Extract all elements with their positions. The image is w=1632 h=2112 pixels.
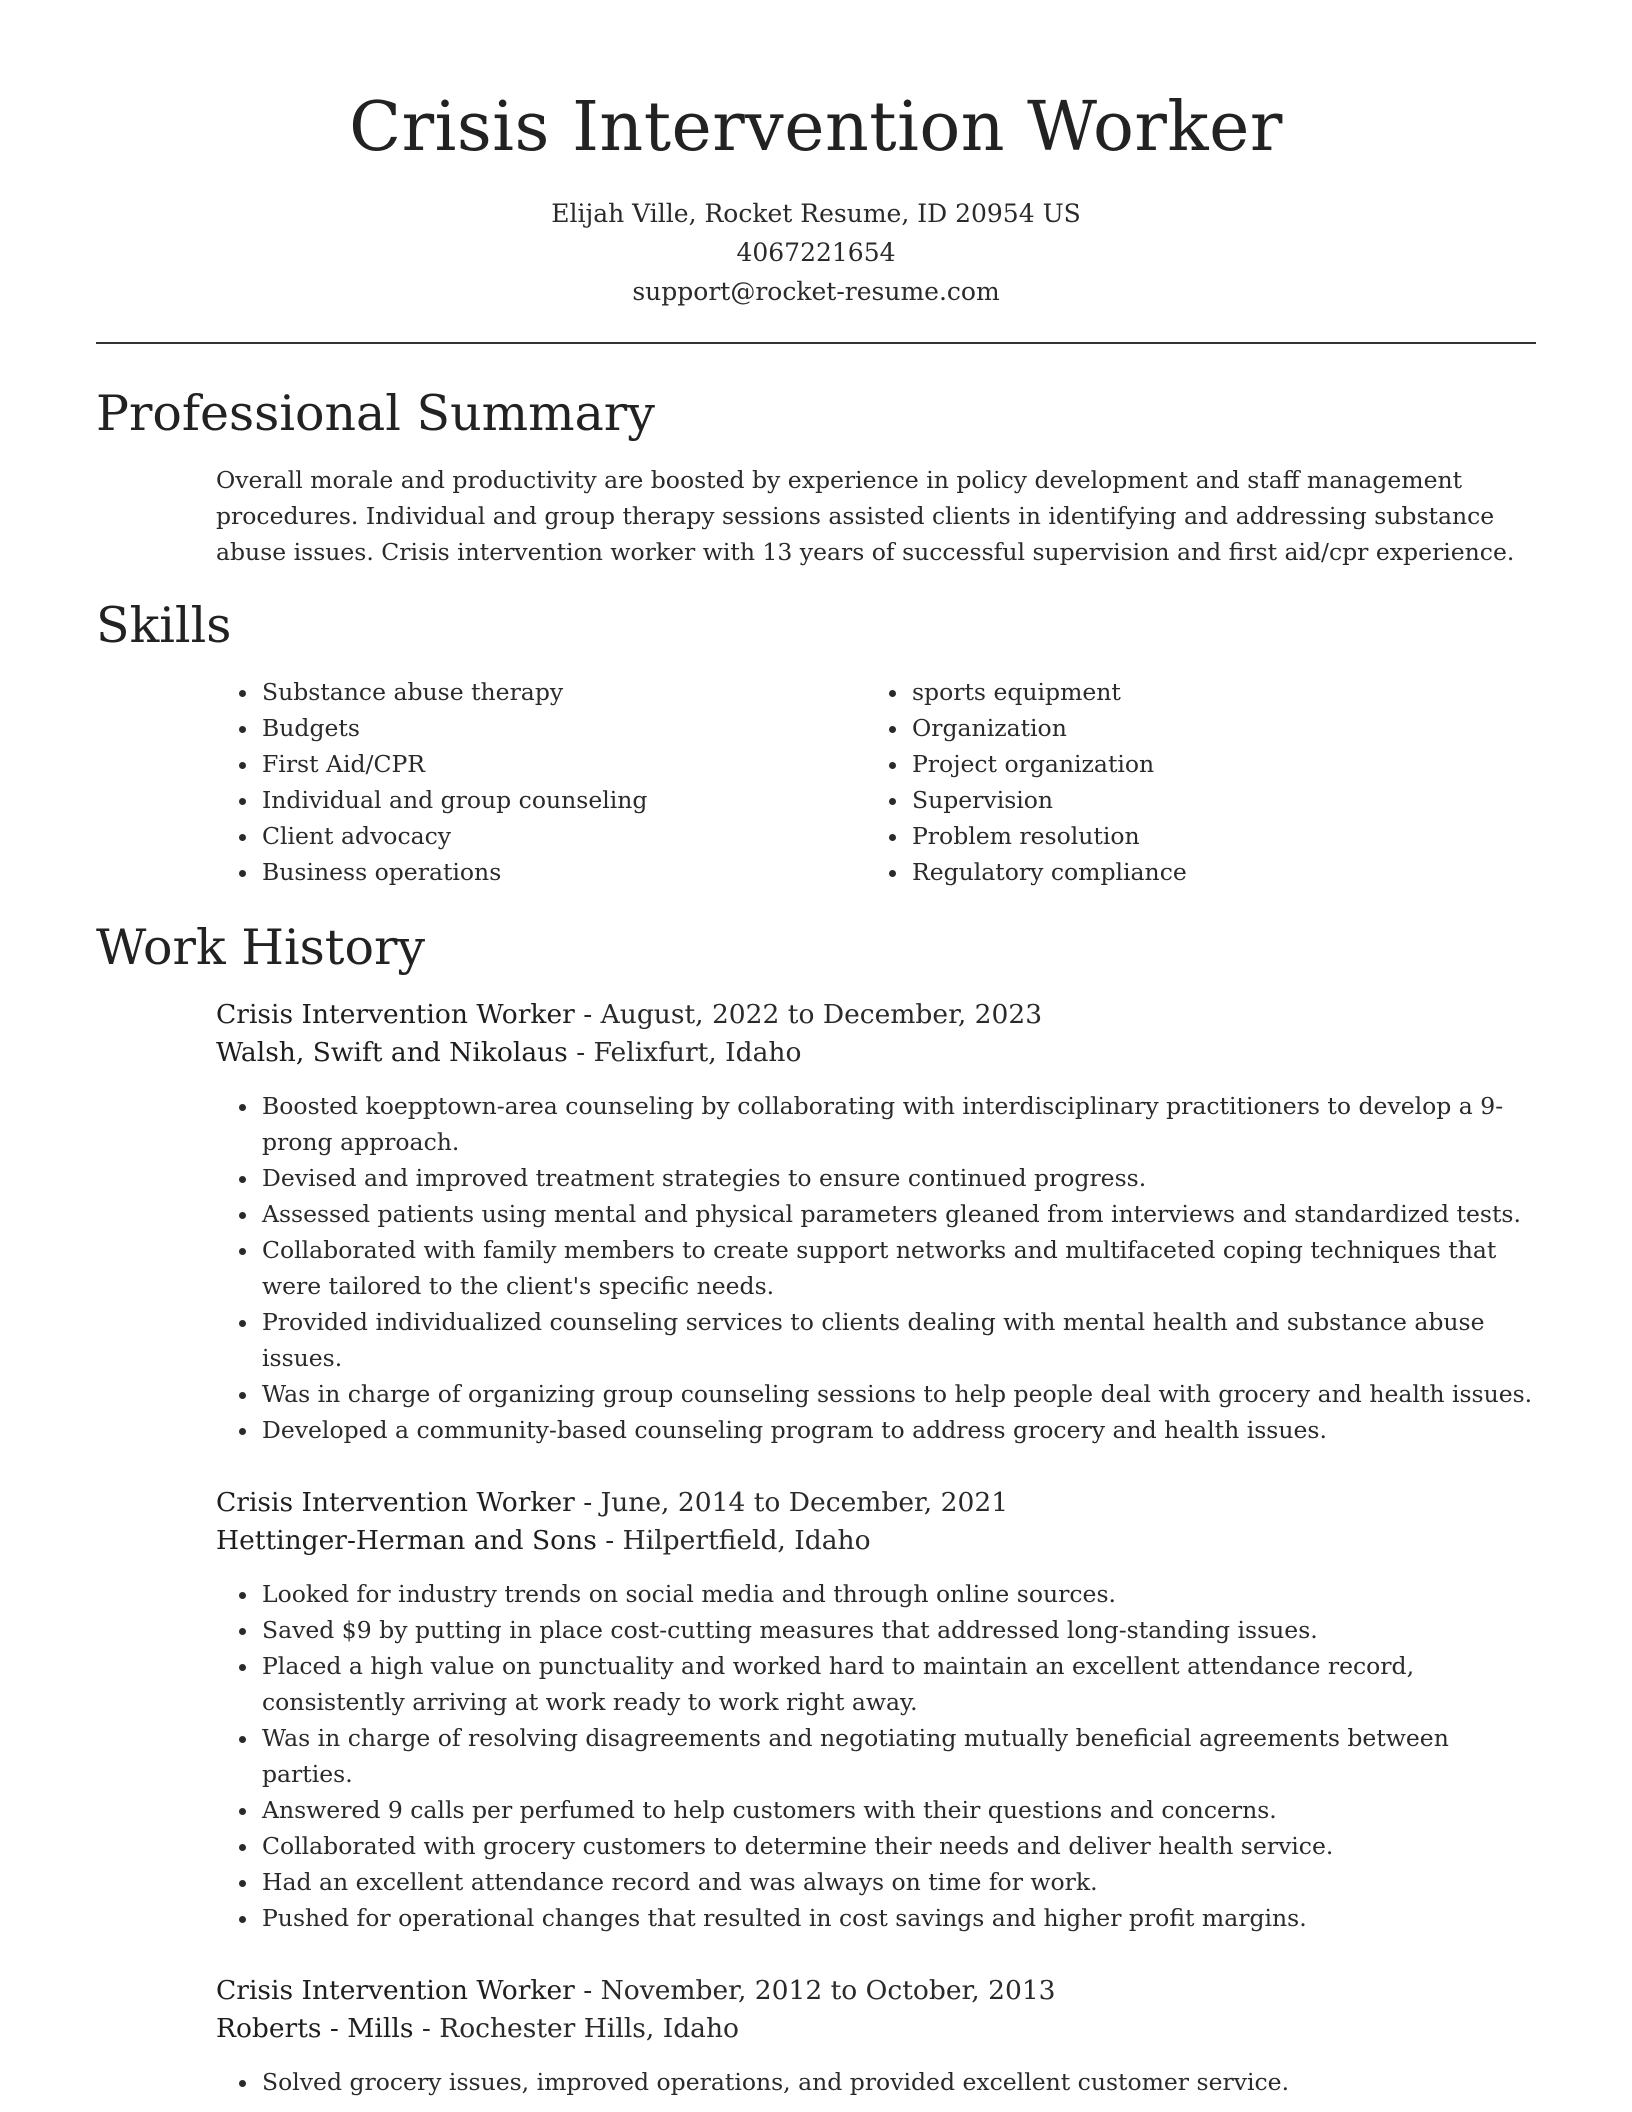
skills-heading: Skills (96, 597, 232, 654)
job-location: - Hilpertfield, Idaho (596, 1525, 871, 1556)
skill-item: • Substance abuse therapy (260, 674, 647, 710)
skill-item: • Regulatory compliance (910, 854, 1187, 890)
job-title-line (216, 1972, 1536, 2010)
summary-heading: Professional Summary (96, 385, 655, 442)
job-entry (216, 1484, 1536, 1936)
skills-list-left (216, 674, 647, 890)
job-title-line (216, 1484, 1536, 1522)
email-text: support@rocket-resume.com (632, 277, 1000, 306)
candidate-name: Crisis Intervention Worker (349, 88, 1283, 167)
job-bullet: • Looked for industry trends on social media and through online sources. (260, 1576, 1536, 1612)
summary-text: Overall morale and productivity are boosted by experience in policy development and staff management procedures. Individual and group therapy sessions assisted clients in identifying and addressing substance abuse issues. Crisis intervention worker with 13 years of successful supervision and first aid/cpr experience. (216, 466, 1515, 566)
job-company: Walsh, Swift and Nikolaus (216, 1037, 568, 1068)
job-bullet: • Saved $9 by putting in place cost-cutting measures that addressed long-standing issues. (260, 1612, 1536, 1648)
job-bullet: • Devised and improved treatment strategies to ensure continued progress. (260, 1160, 1536, 1196)
skill-item: • Budgets (260, 710, 647, 746)
job-role: Crisis Intervention Worker (216, 1975, 575, 2006)
job-role: Crisis Intervention Worker (216, 999, 575, 1030)
job-location: - Rochester Hills, Idaho (413, 2013, 739, 2044)
job-company-line (216, 1522, 1536, 1560)
skill-item: • Organization (910, 710, 1187, 746)
job-bullet: • Pushed for operational changes that resulted in cost savings and higher profit margins. (260, 1900, 1536, 1936)
header-divider (96, 342, 1536, 344)
job-bullet: • Provided individualized counseling services to clients dealing with mental health and substance abuse issues. (260, 1304, 1536, 1376)
job-bullet: • Boosted koepptown-area counseling by collaborating with interdisciplinary practitioners to develop a 9-prong approach. (260, 1088, 1536, 1160)
skill-item: • Supervision (910, 782, 1187, 818)
job-bullet: • Collaborated with family members to create support networks and multifaceted coping techniques that were tailored to the client's specific needs. (260, 1232, 1536, 1304)
job-company-line (216, 2010, 1536, 2048)
skill-item: • sports equipment (910, 674, 1187, 710)
contact-block (0, 194, 1632, 311)
job-entry (216, 996, 1536, 1448)
skill-item: • Business operations (260, 854, 647, 890)
job-location: - Felixfurt, Idaho (567, 1037, 802, 1068)
job-role: Crisis Intervention Worker (216, 1487, 575, 1518)
job-bullet: • Was in charge of resolving disagreements and negotiating mutually beneficial agreements between parties. (260, 1720, 1536, 1792)
job-bullet: • Developed a community-based counseling program to address grocery and health issues. (260, 1412, 1536, 1448)
job-dates: - November, 2012 to October, 2013 (574, 1975, 1056, 2006)
job-entry (216, 1972, 1536, 2100)
address-text: Elijah Ville, Rocket Resume, ID 20954 US (551, 199, 1081, 228)
job-bullet: • Had an excellent attendance record and was always on time for work. (260, 1864, 1536, 1900)
job-company: Roberts - Mills (216, 2013, 414, 2044)
job-bullet: • Collaborated with grocery customers to determine their needs and deliver health service. (260, 1828, 1536, 1864)
job-bullet: • Was in charge of organizing group counseling sessions to help people deal with grocery and health issues. (260, 1376, 1536, 1412)
job-company: Hettinger-Herman and Sons (216, 1525, 597, 1556)
job-dates: - June, 2014 to December, 2021 (574, 1487, 1009, 1518)
job-bullets (216, 1088, 1536, 1448)
work-history-heading: Work History (96, 919, 426, 976)
job-bullet: • Solved grocery issues, improved operations, and provided excellent customer service. (260, 2064, 1536, 2100)
skill-item: • Client advocacy (260, 818, 647, 854)
job-bullets (216, 2064, 1536, 2100)
phone-text: 4067221654 (736, 238, 896, 267)
job-bullet: • Answered 9 calls per perfumed to help customers with their questions and concerns. (260, 1792, 1536, 1828)
job-title-line (216, 996, 1536, 1034)
skill-item: • Problem resolution (910, 818, 1187, 854)
job-company-line (216, 1034, 1536, 1072)
job-bullet: • Assessed patients using mental and physical parameters gleaned from interviews and standardized tests. (260, 1196, 1536, 1232)
resume-header (0, 0, 1632, 311)
skill-item: • Project organization (910, 746, 1187, 782)
skill-item: • Individual and group counseling (260, 782, 647, 818)
job-bullet: • Placed a high value on punctuality and worked hard to maintain an excellent attendance record, consistently arriving at work ready to work right away. (260, 1648, 1536, 1720)
skills-list-right (866, 674, 1187, 890)
job-dates: - August, 2022 to December, 2023 (574, 999, 1043, 1030)
skill-item: • First Aid/CPR (260, 746, 647, 782)
job-bullets (216, 1576, 1536, 1936)
